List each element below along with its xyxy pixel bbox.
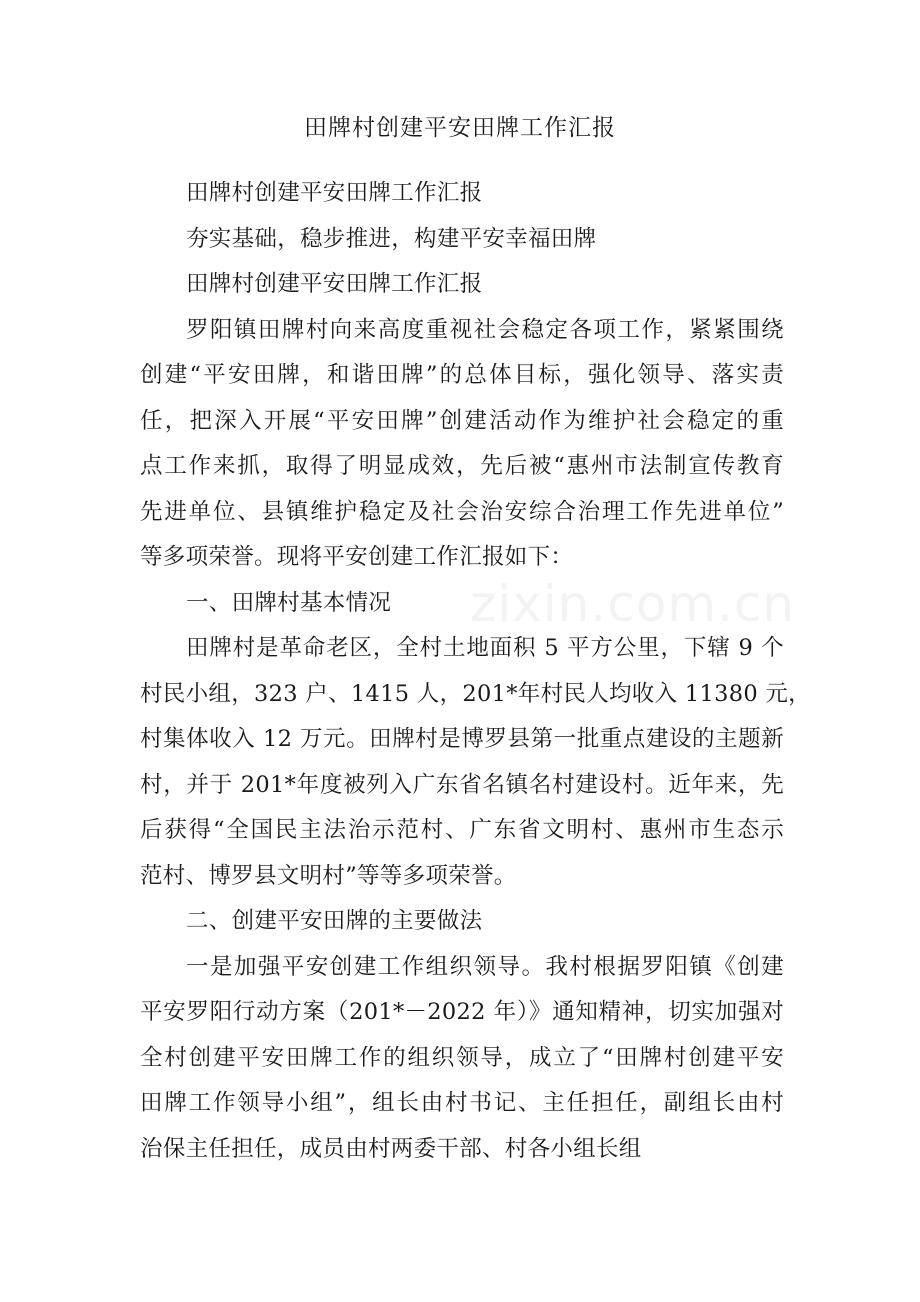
text-line: 后获得“全国民主法治示范村、广东省文明村、惠州市生态示 (140, 817, 784, 843)
document-title: 田牌村创建平安田牌工作汇报 (304, 115, 616, 141)
text-line: 田牌村创建平安田牌工作汇报 (186, 271, 483, 297)
text-line: 村，并于 201*年度被列入广东省名镇名村建设村。近年来，先 (140, 771, 784, 798)
text-line: 创建“平安田牌，和谐田牌”的总体目标，强化领导、落实责 (140, 362, 784, 388)
text-line: 田牌村创建平安田牌工作汇报 (186, 180, 483, 206)
text-line: 治保主任担任，成员由村两委干部、村各小组长组 (140, 1135, 642, 1162)
text-line: 田牌村是革命老区，全村土地面积 5 平方公里，下辖 9 个 (186, 635, 784, 661)
text-line: 田牌工作领导小组”，组长由村书记、主任担任，副组长由村 (140, 1090, 784, 1116)
text-line: 一、田牌村基本情况 (186, 589, 392, 616)
text-line: 村民小组，323 户、1415 人，201*年村民人均收入 11380 元， (140, 680, 811, 707)
text-line: 全村创建平安田牌工作的组织领导，成立了“田牌村创建平安 (140, 1044, 784, 1071)
text-line: 先进单位、县镇维护稳定及社会治安综合治理工作先进单位” (140, 498, 784, 525)
text-line: 范村、博罗县文明村”等等多项荣誉。 (140, 862, 517, 889)
text-line: 任，把深入开展“平安田牌”创建活动作为维护社会稳定的重 (140, 407, 784, 434)
watermark-text: zixin.com.cn (470, 575, 796, 633)
text-line: 等多项荣誉。现将平安创建工作汇报如下： (140, 544, 574, 570)
text-line: 二、创建平安田牌的主要做法 (186, 908, 483, 934)
text-line: 夯实基础，稳步推进，构建平安幸福田牌 (186, 225, 597, 252)
text-line: 村集体收入 12 万元。田牌村是博罗县第一批重点建设的主题新 (140, 726, 784, 752)
text-line: 罗阳镇田牌村向来高度重视社会稳定各项工作，紧紧围绕 (186, 316, 784, 343)
text-line: 一是加强平安创建工作组织领导。我村根据罗阳镇《创建 (186, 953, 784, 980)
text-line: 点工作来抓，取得了明显成效，先后被“惠州市法制宣传教育 (140, 453, 784, 479)
text-line: 平安罗阳行动方案（201*－2022 年）》通知精神，切实加强对 (140, 999, 784, 1025)
document-body (140, 171, 811, 1172)
